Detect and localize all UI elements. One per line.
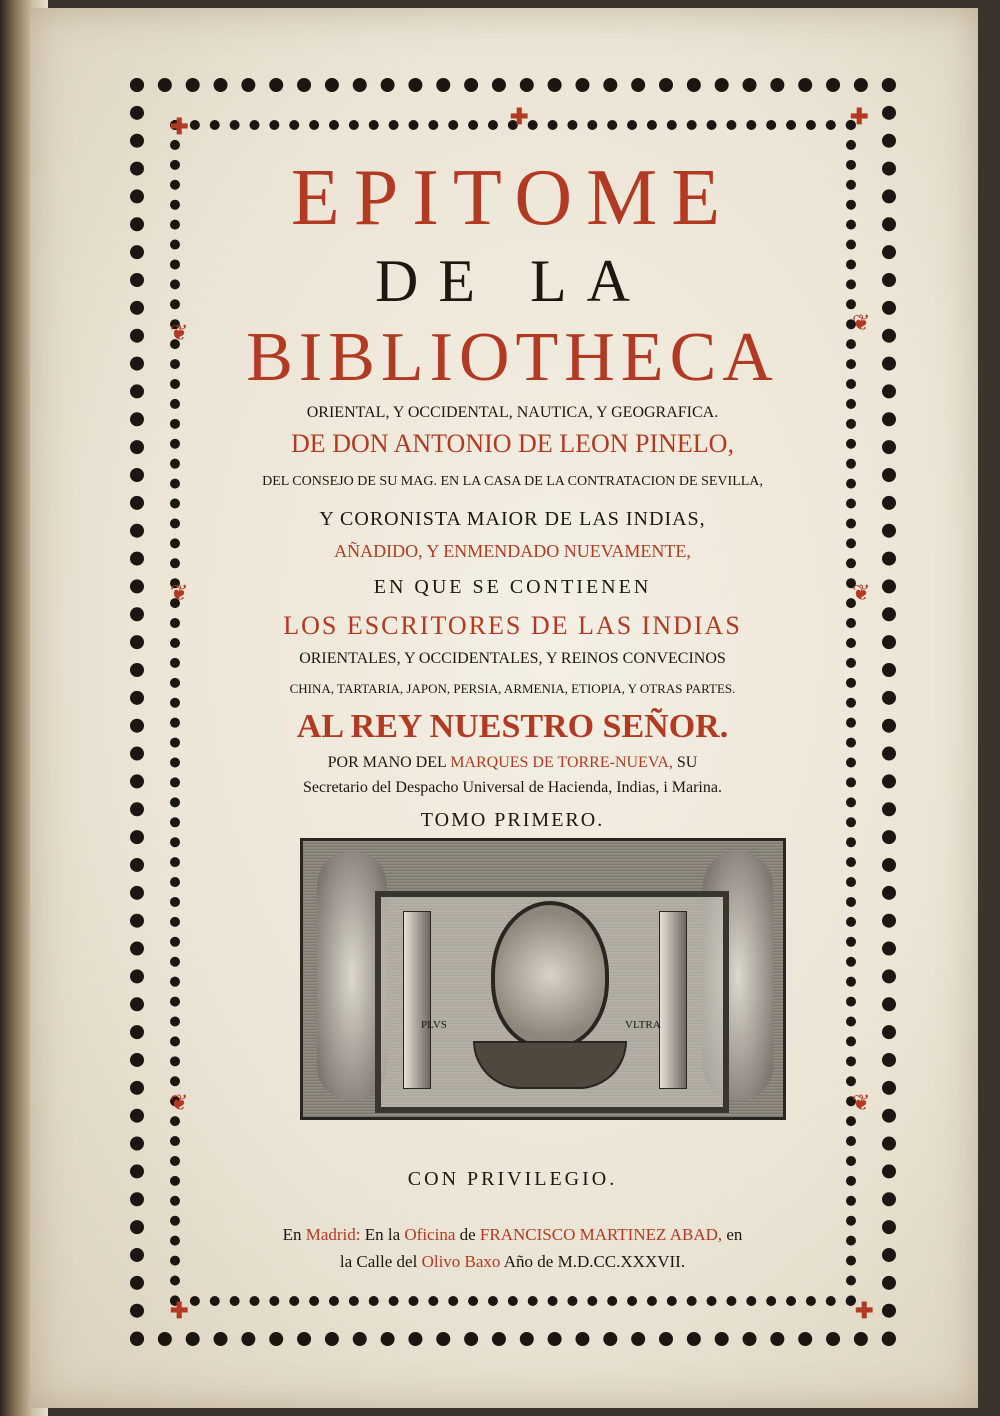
plus-motto: PLVS [421,1019,447,1031]
orientales-line: ORIENTALES, Y OCCIDENTALES, Y REINOS CONVECINOS [299,650,726,667]
cross-ornament-icon: ✚ [510,104,529,129]
imprint-oficina: Oficina [404,1225,456,1244]
imprint-de: de [459,1225,476,1244]
subtitle-oriental: ORIENTAL, Y OCCIDENTAL, NAUTICA, Y GEOGRAFICA. [306,404,719,421]
consejo-line: DEL CONSEJO DE SU MAG. EN LA CASA DE LA CONTRATACION DE SEVILLA, [262,474,763,489]
author-line: DE DON ANTONIO DE LEON PINELO, [291,429,734,458]
anadido-line: AÑADIDO, Y ENMENDADO NUEVAMENTE, [334,541,691,561]
fleuron-red-icon: ❦ [852,580,871,605]
fleuron-red-icon: ❦ [170,1090,189,1115]
title-epitome: EPITOME [290,154,735,242]
imprint-calle: la Calle del [339,1252,418,1271]
places-line: CHINA, TARTARIA, JAPON, PERSIA, ARMENIA, ETIOPIA, Y OTRAS PARTES. [289,681,736,696]
title-de-la: DE LA [375,248,650,314]
dedication-line: AL REY NUESTRO SEÑOR. [296,708,729,745]
imprint-year: Año de M.D.CC.XXXVII. [503,1252,686,1271]
marques-text: MARQUES DE TORRE-NUEVA, [450,754,673,771]
cross-ornament-icon: ✚ [850,104,869,129]
tomo-line: TOMO PRIMERO. [420,809,605,831]
title-text-block [205,150,820,840]
coat-of-arms-icon [491,901,609,1049]
cross-ornament-icon: ✚ [855,1298,874,1323]
imprint-madrid: Madrid: [305,1225,361,1244]
pillar-left [403,911,431,1089]
imprint-en-la: En la [364,1225,401,1244]
title-bibliotheca: BIBLIOTHECA [246,319,779,396]
su-text: SU [676,754,698,771]
ship-icon [473,1041,627,1089]
fleuron-red-icon: ❦ [852,310,871,335]
por-mano-text: POR MANO DEL [327,754,447,771]
secretario-line: Secretario del Despacho Universal de Hacienda, Indias, i Marina. [303,779,722,796]
imprint-en-2: en [726,1225,743,1244]
imprint-olivo: Olivo Baxo [421,1252,501,1271]
escritores-line: LOS ESCRITORES DE LAS INDIAS [283,611,742,640]
privilegio-line: CON PRIVILEGIO. [407,1168,618,1190]
ultra-motto: VLTRA [625,1019,661,1031]
fleuron-red-icon: ❦ [852,1090,871,1115]
imprint-en: En [282,1225,302,1244]
coronista-line: Y CORONISTA MAIOR DE LAS INDIAS, [319,508,706,530]
pillar-right [659,911,687,1089]
royal-arms-engraving [300,838,786,1120]
cross-ornament-icon: ✚ [170,1298,189,1323]
imprint-printer: FRANCISCO MARTINEZ ABAD, [479,1225,723,1244]
contienen-line: EN QUE SE CONTIENEN [373,576,652,598]
fleuron-red-icon: ❦ [170,580,189,605]
cross-ornament-icon: ✚ [170,114,189,139]
fleuron-red-icon: ❦ [170,320,189,345]
